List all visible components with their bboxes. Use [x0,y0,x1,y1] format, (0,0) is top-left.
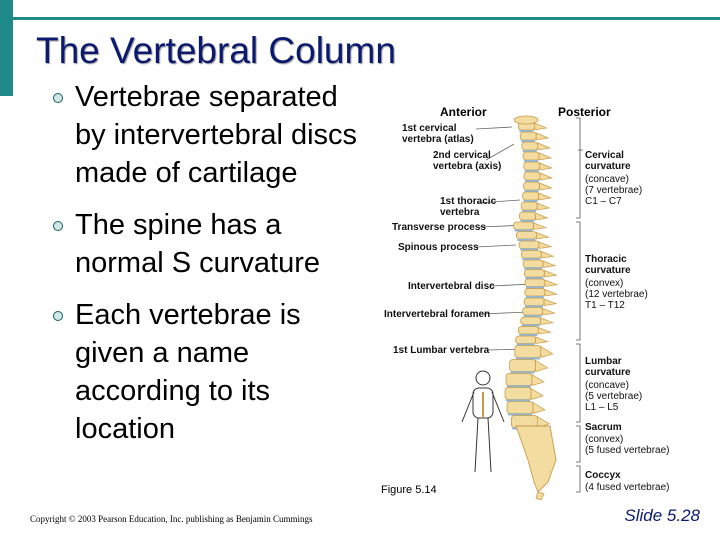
bullet-icon [53,221,63,231]
vertebra [516,232,536,240]
slide-number: Slide 5.28 [624,506,700,525]
spinous-process [533,403,545,414]
header-anterior: Anterior [440,105,487,119]
spinous-process [536,233,548,240]
vertebra [521,251,541,259]
spinous-process [534,123,546,130]
vertebra [523,260,543,268]
spinous-process [541,347,553,358]
spinous-process [540,163,552,170]
label-coccyx-detail: (4 fused vertebrae) [585,482,670,493]
label-sacrum-detail: (convex) (5 fused vertebrae) [585,434,670,456]
copyright-notice: Copyright © 2003 Pearson Education, Inc. publishing as Benjamin Cummings [30,514,313,524]
label-thoracic-detail: (convex) (12 vertebrae) T1 – T12 [585,278,648,311]
bullet-icon [53,311,63,321]
vertebra [524,298,544,306]
label-disc: Intervertebral disc [408,281,495,292]
spinous-process [536,337,548,344]
vertebra [524,162,540,170]
bullet-text: Vertebrae separated by intervertebral discs made of cartilage [75,81,358,189]
label-foramen: Intervertebral foramen [384,309,491,320]
vertebrae-stack [505,116,557,500]
vertebra [518,327,538,335]
spinous-process [534,223,546,230]
spinous-process [545,290,557,297]
coccyx-bone [536,492,544,500]
label-spinous: Spinous process [398,242,479,253]
bullet-item [45,206,365,282]
spinous-process [544,299,556,306]
spinous-process [536,133,548,140]
label-lumbar1: 1st Lumbar vertebra [393,345,490,356]
label-lumbar-detail: (concave) (5 vertebrae) L1 – L5 [585,380,643,413]
vertebra [516,336,536,344]
label-atlas: 1st cervical vertebra (atlas) [402,123,474,145]
label-transverse: Transverse process [392,222,486,233]
spinous-process [531,389,543,400]
vertebra [523,152,539,160]
vertebra [514,222,534,230]
spinous-process [541,252,553,259]
skeleton-icon [462,371,504,472]
vertebra [521,317,541,325]
label-axis: 2nd cervical vertebra (axis) [433,150,502,172]
vertebra [523,308,543,316]
sacrum-bone [516,426,556,492]
accent-bar [0,0,13,96]
spinous-process [538,328,550,335]
bullet-text: Each vertebrae is given a name according to its location [75,299,301,445]
label-thoracic-name: Thoracic curvature [585,254,631,276]
label-thoracic1: 1st thoracic vertebra [440,196,497,218]
spinous-process [536,361,548,372]
spinous-process [535,213,547,220]
vertebra [510,360,536,372]
spinous-process [539,242,551,249]
spinous-process [544,271,556,278]
vertebra [520,132,536,140]
spinous-process [539,153,551,160]
vertebra [519,212,535,220]
slide-title: The Vertebral Column [36,30,396,71]
vertebra [519,241,539,249]
spinous-process [545,280,557,287]
vertebra [505,388,531,400]
bullet-icon [53,93,63,103]
header-posterior: Posterior [558,105,611,119]
bullet-list [45,78,365,462]
vertebra [522,142,538,150]
label-lumbar-name: Lumbar curvature [585,356,631,378]
spinous-process [532,375,544,386]
vertebra [521,202,537,210]
label-coccyx-name: Coccyx [585,470,621,481]
vertebra [525,279,545,287]
spinous-process [540,173,552,180]
vertebra [515,346,541,358]
vertebra [524,270,544,278]
vertebra [506,374,532,386]
vertebra [523,192,539,200]
spinous-process [541,318,553,325]
vertebra [525,289,545,297]
vertebra [524,172,540,180]
spinous-process [540,183,552,190]
vertebra [524,182,540,190]
bullet-item [45,78,365,192]
atlas-bone [514,116,538,124]
bullet-text: The spine has a normal S curvature [75,209,320,279]
figure-caption: Figure 5.14 [381,484,437,496]
bullet-item [45,296,365,448]
label-cervical-detail: (concave) (7 vertebrae) C1 – C7 [585,174,643,207]
accent-line [0,17,720,20]
spinous-process [543,309,555,316]
spinous-process [537,203,549,210]
label-cervical-name: Cervical curvature [585,150,631,172]
label-sacrum-name: Sacrum [585,422,622,433]
spinous-process [539,193,551,200]
vertebra [507,402,533,414]
spinous-process [543,261,555,268]
curvature-brackets [576,118,580,492]
spinous-process [538,143,550,150]
